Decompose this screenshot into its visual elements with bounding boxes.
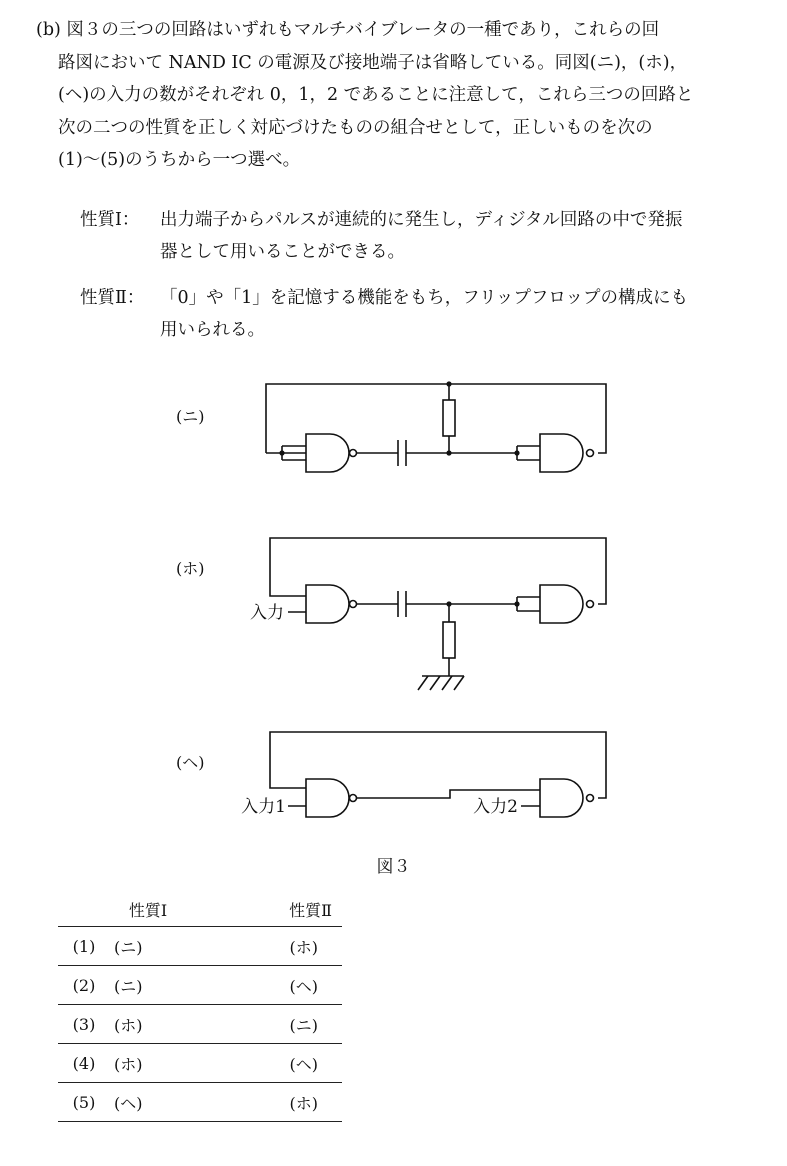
resistor <box>443 622 455 658</box>
choice-number: (2) <box>72 975 96 995</box>
circuit-label-ni: (ニ) <box>176 407 205 426</box>
choice-number: (5) <box>72 1092 96 1112</box>
choice-property-2: (ホ) <box>289 1093 318 1113</box>
choice-property-1: (ホ) <box>114 1015 143 1035</box>
nand-gate-b <box>540 434 583 472</box>
property-2-label: 性質Ⅱ： <box>80 288 145 308</box>
nand-gate-a <box>306 434 349 472</box>
question-line: (b) 図３の三つの回路はいずれもマルチバイブレータの一種であり，これらの回 <box>36 20 660 40</box>
table-header-property-1: 性質Ⅰ <box>128 900 168 920</box>
table-header-num <box>58 892 110 927</box>
property-1-text-line2: 器として用いることができる。 <box>160 242 405 262</box>
circuit-ho <box>270 538 606 690</box>
choice-property-2: (ヘ) <box>289 976 318 996</box>
choice-number: (3) <box>72 1014 96 1034</box>
table-row <box>58 966 342 1005</box>
resistor <box>443 400 455 436</box>
table-header-property-2: 性質Ⅱ <box>289 900 332 920</box>
question-line: 路図において NAND IC の電源及び接地端子は省略している。同図(ニ)，(ホ)， <box>58 52 688 73</box>
choice-property-1: (ニ) <box>114 937 143 957</box>
choice-property-1: (ニ) <box>114 976 143 996</box>
property-1-label: 性質Ⅰ： <box>80 210 140 230</box>
input-label-he-1: 入力1 <box>241 797 286 817</box>
property-2-text-line2: 用いられる。 <box>160 320 265 340</box>
question-line: (1)～(5)のうちから一つ選べ。 <box>58 150 301 170</box>
nand-gate-b <box>540 779 583 817</box>
property-2-text-line1: 「0」や「1」を記憶する機能をもち，フリップフロップの構成にも <box>160 288 689 308</box>
nand-gate-a <box>306 585 349 623</box>
input-label-ho: 入力 <box>250 603 284 623</box>
nand-gate-b <box>540 585 583 623</box>
question-line: 次の二つの性質を正しく対応づけたものの組合せとして，正しいものを次の <box>58 117 653 138</box>
table-header-row <box>58 892 342 927</box>
table-row <box>58 927 342 966</box>
choice-property-1: (ヘ) <box>114 1093 143 1113</box>
nand-gate-a <box>306 779 349 817</box>
circuit-he <box>270 732 606 817</box>
circuit-label-ho: (ホ) <box>176 559 205 578</box>
table-row <box>58 1083 342 1122</box>
choice-number: (4) <box>72 1053 96 1073</box>
property-1-text-line1: 出力端子からパルスが連続的に発生し，ディジタル回路の中で発振 <box>160 210 683 230</box>
answer-table <box>58 892 342 1122</box>
input-label-he-2: 入力2 <box>473 797 518 817</box>
table-row <box>58 1005 342 1044</box>
choice-property-1: (ホ) <box>114 1054 143 1074</box>
choice-property-2: (ニ) <box>289 1015 318 1035</box>
figure-caption: 図３ <box>376 857 411 877</box>
circuit-label-he: (ヘ) <box>176 753 205 772</box>
choice-property-2: (ヘ) <box>289 1054 318 1074</box>
choice-number: (1) <box>72 936 96 956</box>
table-row <box>58 1044 342 1083</box>
question-line: (ヘ)の入力の数がそれぞれ 0，1，2 であることに注意して，これら三つの回路と <box>58 85 694 105</box>
choice-property-2: (ホ) <box>289 937 318 957</box>
circuit-ni <box>266 384 606 472</box>
